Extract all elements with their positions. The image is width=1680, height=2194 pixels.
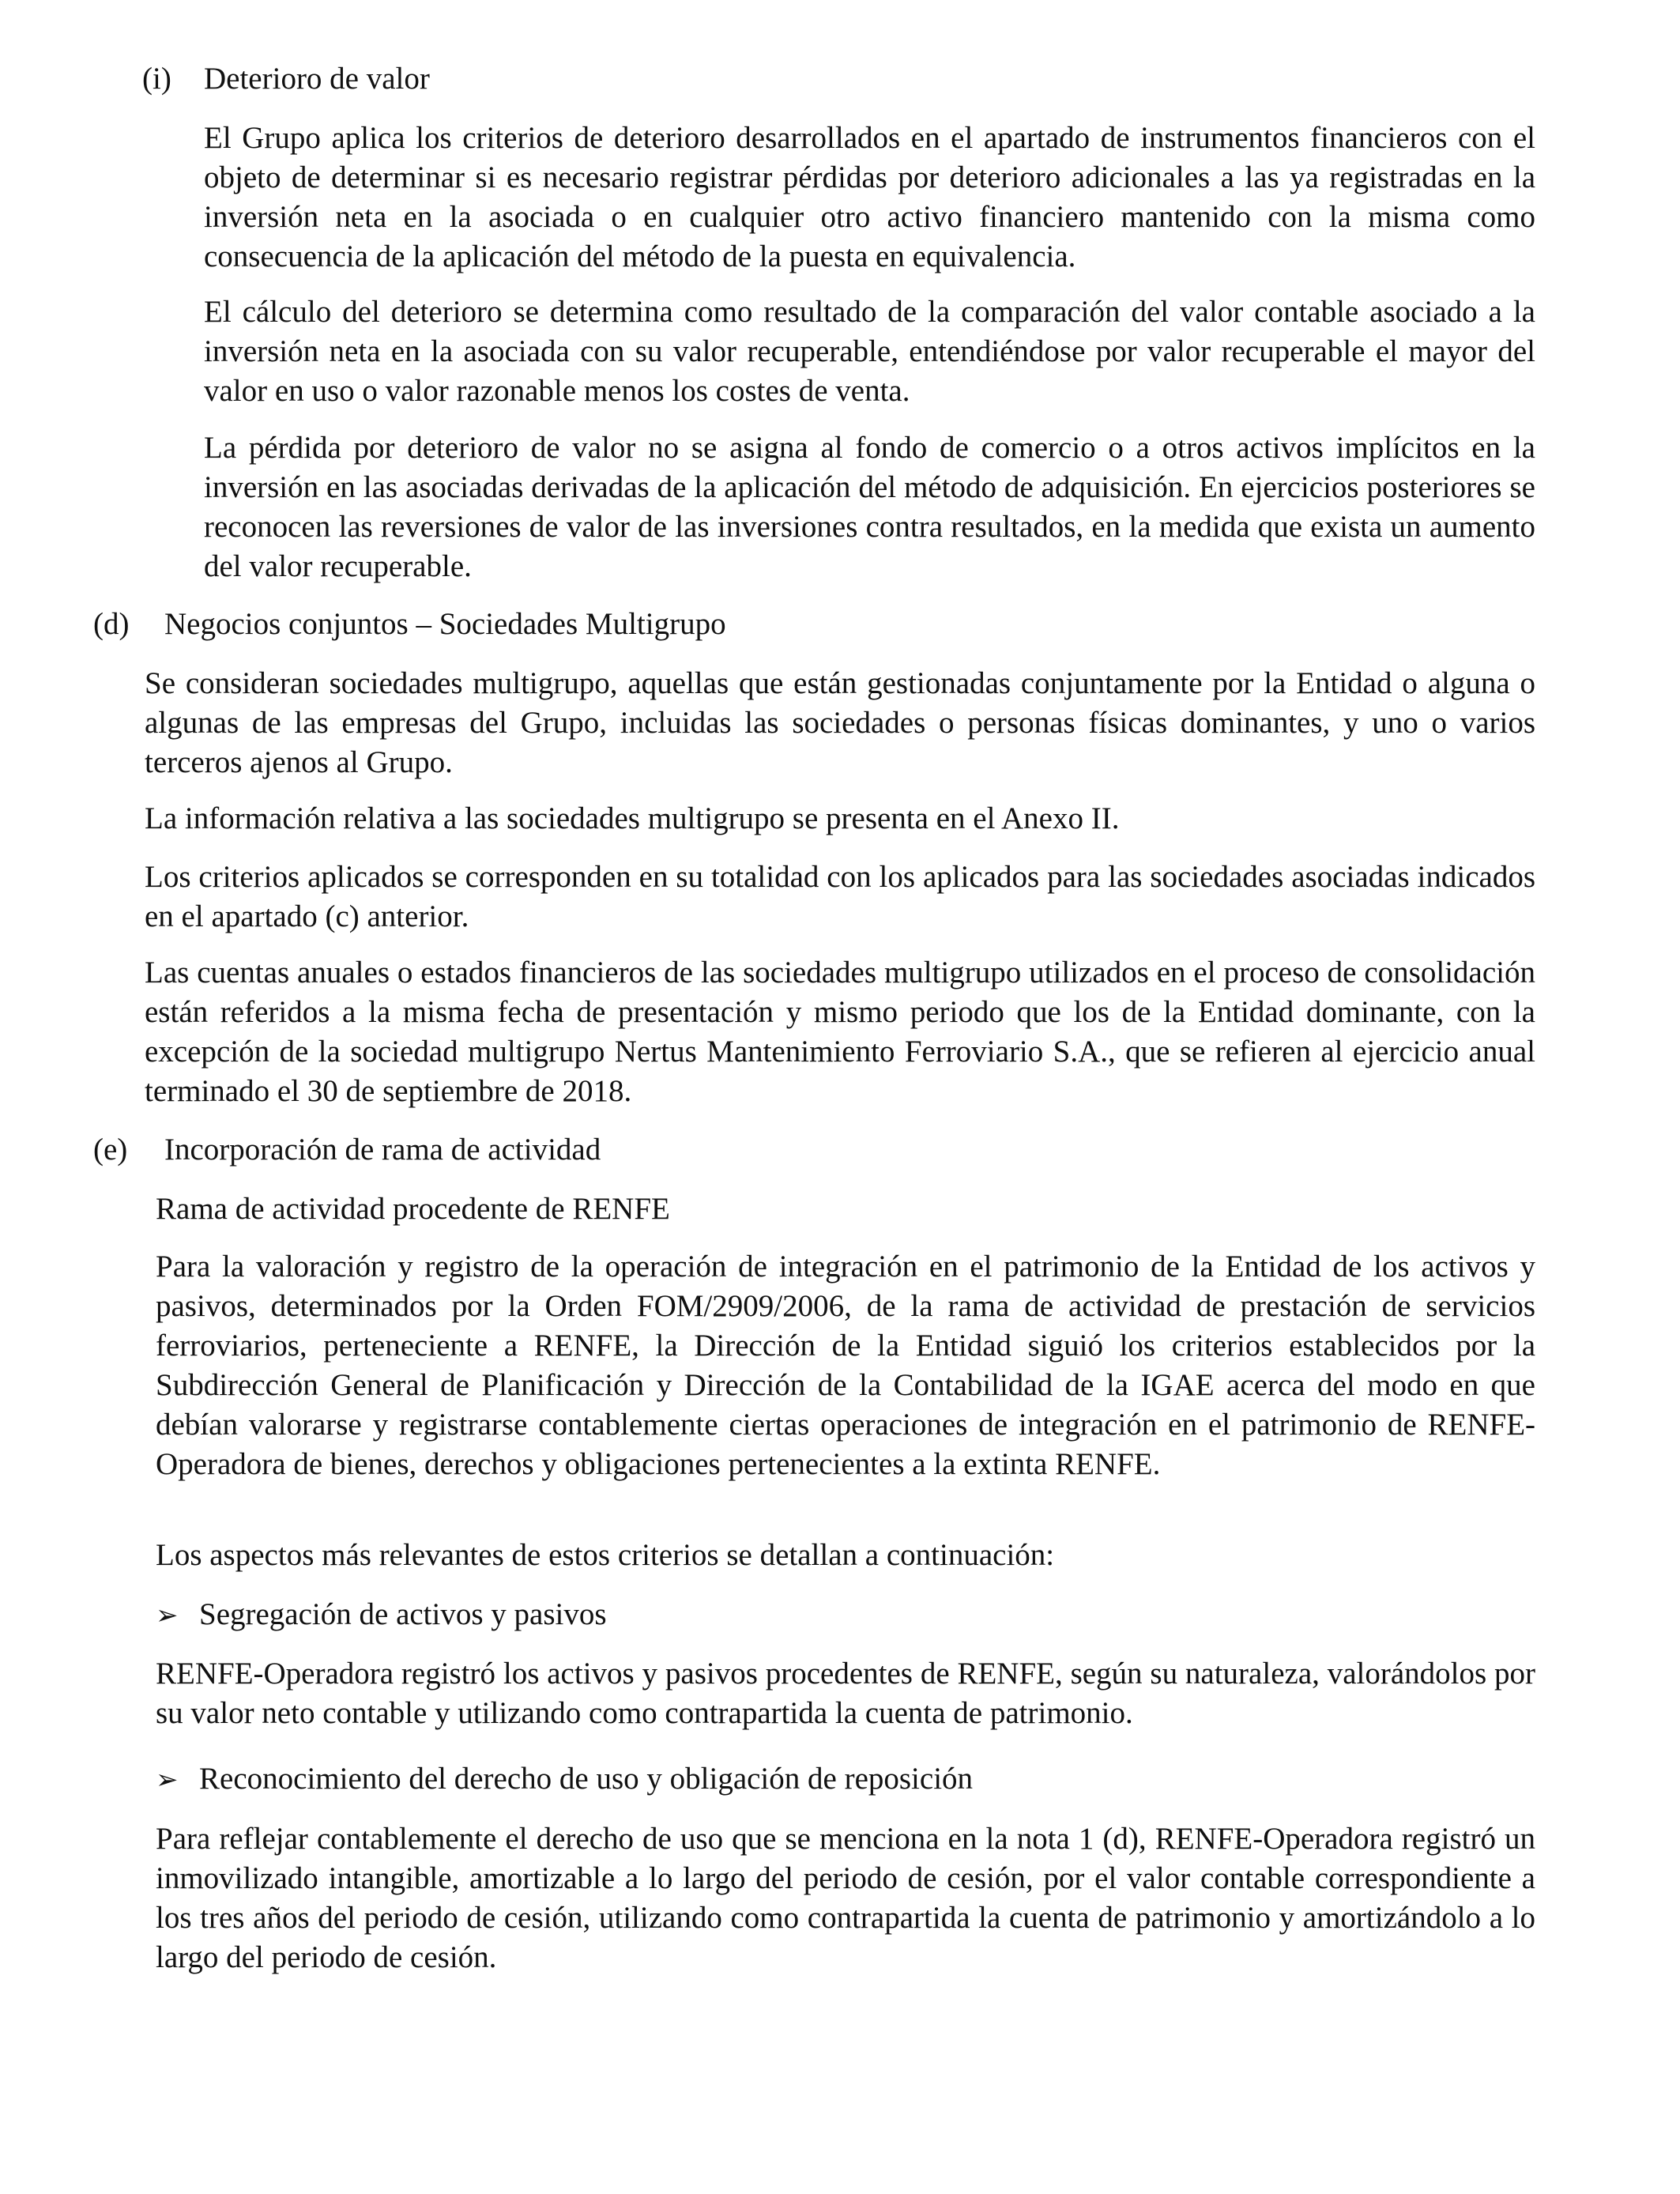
section-e-marker: (e) bbox=[93, 1133, 128, 1167]
bullet-segregacion-text: RENFE-Operadora registró los activos y pasivos procedentes de RENFE, según su naturaleza, valorándolos por su valor neto contable y utilizando como contrapartida la cuenta de patrimonio. bbox=[156, 1657, 1535, 1730]
section-d-paragraph-2: La información relativa a las sociedades multigrupo se presenta en el Anexo II. bbox=[145, 801, 1120, 835]
section-e-subtitle: Rama de actividad procedente de RENFE bbox=[156, 1192, 670, 1226]
section-d-paragraph-4: Las cuentas anuales o estados financieros de las sociedades multigrupo utilizados en el proceso de consolidación están referidos a la misma fecha de presentación y mismo periodo que los de la Entidad dominante, con la excepción de la sociedad multigrupo Nertus Mantenimiento Ferroviario S.A., que se refieren al ejercicio anual terminado el 30 de septiembre de 2018. bbox=[145, 956, 1535, 1108]
arrow-bullet-icon: ➢ bbox=[156, 1600, 179, 1631]
bullet-segregacion-title: Segregación de activos y pasivos bbox=[199, 1597, 607, 1631]
section-d-paragraph-3: Los criterios aplicados se corresponden en su totalidad con los aplicados para las sociedades asociadas indicados en el apartado (c) anterior. bbox=[145, 860, 1535, 933]
section-e-paragraph-2: Los aspectos más relevantes de estos criterios se detallan a continuación: bbox=[156, 1538, 1055, 1572]
section-d-marker: (d) bbox=[93, 607, 130, 641]
bullet-reconocimiento-text: Para reflejar contablemente el derecho de uso que se menciona en la nota 1 (d), RENFE-Operadora registró un inmovilizado intangible, amortizable a lo largo del periodo de cesión, por el valor contable correspondiente a los tres años del periodo de cesión, utilizando como contrapartida la cuenta de patrimonio y amortizándolo a lo largo del periodo de cesión. bbox=[156, 1822, 1535, 1974]
bullet-segregacion bbox=[156, 1595, 607, 1635]
section-i-paragraph-1: El Grupo aplica los criterios de deterioro desarrollados en el apartado de instrumentos financieros con el objeto de determinar si es necesario registrar pérdidas por deterioro adicionales a las ya registradas en la inversión neta en la asociada o en cualquier otro activo financiero mantenido con la misma como consecuencia de la aplicación del método de la puesta en equivalencia. bbox=[204, 121, 1535, 273]
section-i-title: Deterioro de valor bbox=[204, 62, 430, 96]
bullet-reconocimiento bbox=[156, 1759, 973, 1800]
section-i-paragraph-2: El cálculo del deterioro se determina como resultado de la comparación del valor contable asociado a la inversión neta en la asociada con su valor recuperable, entendiéndose por valor recuperable el mayor del valor en uso o valor razonable menos los costes de venta. bbox=[204, 295, 1535, 408]
section-d-heading bbox=[93, 605, 726, 644]
bullet-reconocimiento-title: Reconocimiento del derecho de uso y obligación de reposición bbox=[199, 1762, 974, 1796]
section-d-paragraph-1: Se consideran sociedades multigrupo, aquellas que están gestionadas conjuntamente por la Entidad o alguna o algunas de las empresas del Grupo, incluidas las sociedades o personas físicas dominantes, y uno o varios terceros ajenos al Grupo. bbox=[145, 666, 1535, 779]
section-i-heading bbox=[142, 59, 430, 99]
section-i-paragraph-3: La pérdida por deterioro de valor no se asigna al fondo de comercio o a otros activos implícitos en la inversión en las asociadas derivadas de la aplicación del método de adquisición. En ejercicios posteriores se reconocen las reversiones de valor de las inversiones contra resultados, en la medida que exista un aumento del valor recuperable. bbox=[204, 431, 1535, 583]
section-d-title: Negocios conjuntos – Sociedades Multigrupo bbox=[164, 607, 726, 641]
section-e-paragraph-1: Para la valoración y registro de la operación de integración en el patrimonio de la Entidad de los activos y pasivos, determinados por la Orden FOM/2909/2006, de la rama de actividad de prestación de servicios ferroviarios, perteneciente a RENFE, la Dirección de la Entidad siguió los criterios establecidos por la Subdirección General de Planificación y Dirección de la Contabilidad de la IGAE acerca del modo en que debían valorarse y registrarse contablemente ciertas operaciones de integración en el patrimonio de RENFE-Operadora de bienes, derechos y obligaciones pertenecientes a la extinta RENFE. bbox=[156, 1250, 1535, 1481]
section-i-marker: (i) bbox=[142, 62, 171, 96]
section-e-title: Incorporación de rama de actividad bbox=[164, 1133, 601, 1167]
section-e-heading bbox=[93, 1130, 601, 1170]
arrow-bullet-icon: ➢ bbox=[156, 1764, 179, 1796]
